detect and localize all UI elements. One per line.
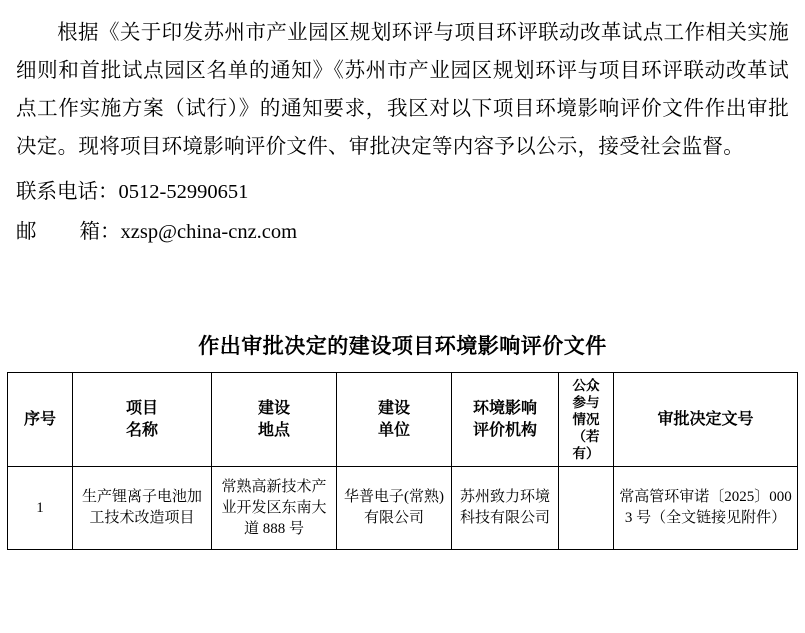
header-unit-line2: 单位 [377, 421, 410, 439]
table-row [8, 467, 798, 550]
table-head [8, 373, 798, 467]
notice-paragraph-text: 根据《关于印发苏州市产业园区规划环评与项目环评联动改革试点工作相关实施细则和首批试点园区名单的通知》《苏州市产业园区规划环评与项目环评联动改革试点工作实施方案（试行）》的通知要求，我区对以下项目环境影响评价文件作出审批决定。现将项目环境影响评价文件、审批决定等内容予以公示，接受社会监督。 [16, 22, 789, 158]
contact-phone-line [16, 172, 789, 212]
header-construction-unit [337, 373, 452, 467]
email-value: xzsp@china-cnz.com [120, 221, 298, 243]
header-org-line2: 评价机构 [472, 421, 537, 439]
header-place-line1: 建设 [257, 399, 290, 417]
header-project-name-line2: 名称 [125, 421, 158, 439]
cell-construction-unit: 华普电子(常熟)有限公司 [337, 467, 452, 550]
table-header-row [8, 373, 798, 467]
header-public-line4: （若 [572, 429, 600, 444]
cell-eia-organization: 苏州致力环境科技有限公司 [452, 467, 559, 550]
header-public-line5: 有） [572, 446, 600, 461]
email-label-1: 邮 [16, 221, 37, 243]
notice-paragraph [0, 0, 805, 166]
vertical-spacer [0, 252, 805, 330]
header-public-line3: 情况 [572, 412, 600, 427]
header-construction-place [212, 373, 337, 467]
contact-email-line [16, 212, 789, 252]
cell-approval-document-number: 常高管环审诺〔2025〕0003 号（全文链接见附件） [614, 467, 798, 550]
header-seq: 序号 [8, 373, 73, 467]
header-place-line2: 地点 [257, 421, 290, 439]
header-unit-line1: 建设 [377, 399, 410, 417]
cell-project-name: 生产锂离子电池加工技术改造项目 [73, 467, 212, 550]
approval-decision-table [7, 372, 798, 550]
cell-seq: 1 [8, 467, 73, 550]
header-eia-organization [452, 373, 559, 467]
header-approval-document-number: 审批决定文号 [614, 373, 798, 467]
cell-construction-place: 常熟高新技术产业开发区东南大道 888 号 [212, 467, 337, 550]
header-public-participation [559, 373, 614, 467]
email-label-2: 箱： [79, 221, 121, 243]
header-public-line2: 参与 [572, 395, 600, 410]
table-title: 作出审批决定的建设项目环境影响评价文件 [198, 334, 607, 358]
header-org-line1: 环境影响 [472, 399, 537, 417]
header-public-line1: 公众 [572, 378, 600, 393]
phone-value: 0512-52990651 [118, 181, 249, 203]
phone-label: 联系电话： [16, 181, 119, 203]
cell-public-participation [559, 467, 614, 550]
contact-block [0, 166, 805, 252]
header-project-name-line1: 项目 [125, 399, 158, 417]
header-project-name [73, 373, 212, 467]
table-body [8, 467, 798, 550]
